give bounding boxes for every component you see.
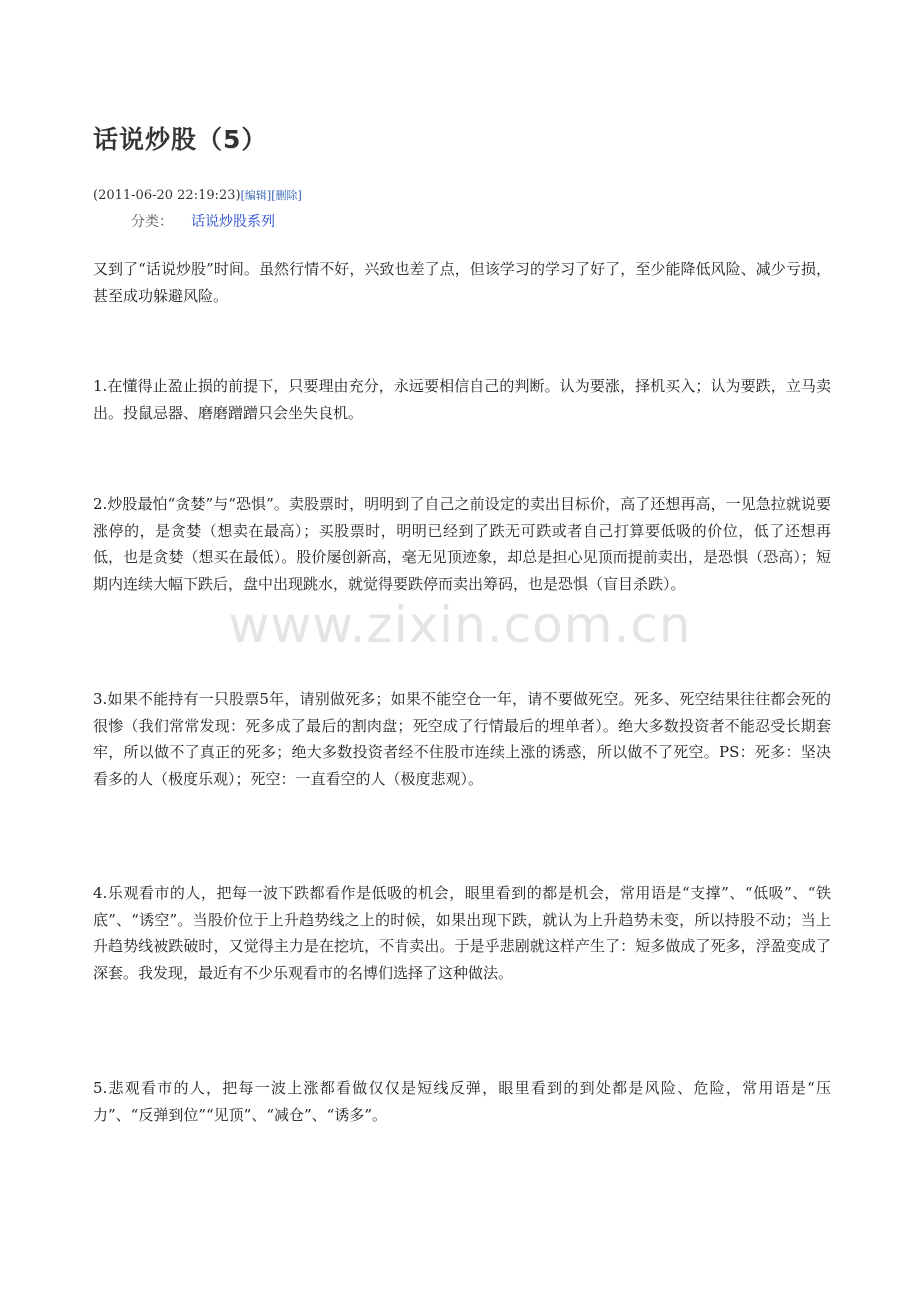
point-2-paragraph: 2.炒股最怕“贪婪”与“恐惧”。卖股票时，明明到了自己之前设定的卖出目标价，高了还想再高，一见急拉就说要涨停的，是贪婪（想卖在最高）；买股票时，明明已经到了跌无可跌或者自己打算要低吸的价位，低了还想再低，也是贪婪（想买在最低）。股价屡创新高，毫无见顶迹象，却总是担心见顶而提前卖出，是恐惧（恐高）；短期内连续大幅下跌后，盘中出现跳水，就觉得要跌停而卖出筹码，也是恐惧（盲目杀跌）。 [93,495,831,593]
edit-link[interactable]: [编辑] [240,189,272,202]
page-title: 话说炒股（5） [93,125,268,154]
point-5-paragraph: 5.悲观看市的人，把每一波上涨都看做仅仅是短线反弹，眼里看到的到处都是风险、危险，常用语是“压力”、“反弹到位”“见顶”、“减仓”、“诱多”。 [93,1079,831,1124]
point-4-paragraph: 4.乐观看市的人，把每一波下跌都看作是低吸的机会，眼里看到的都是机会，常用语是“支撑”、“低吸”、“铁底”、“诱空”。当股价位于上升趋势线之上的时候，如果出现下跌，就认为上升趋势未变，所以持股不动；当上升趋势线被跌破时，又觉得主力是在挖坑，不肯卖出。于是乎悲剧就这样产生了：短多做成了死多，浮盈变成了深套。我发现，最近有不少乐观看市的名博们选择了这种做法。 [93,884,831,982]
delete-link[interactable]: [删除] [271,189,302,202]
point-1-paragraph: 1.在懂得止盈止损的前提下，只要理由充分，永远要相信自己的判断。认为要涨，择机买入；认为要跌，立马卖出。投鼠忌器、磨磨蹭蹭只会坐失良机。 [93,377,831,422]
intro-paragraph: 又到了“话说炒股”时间。虽然行情不好，兴致也差了点，但该学习的学习了好了，至少能降低风险、减少亏损，甚至成功躲避风险。 [93,260,831,305]
category-link[interactable]: 话说炒股系列 [191,214,275,230]
post-date: (2011-06-20 22:19:23) [93,188,241,203]
point-3-paragraph: 3.如果不能持有一只股票5年，请别做死多；如果不能空仓一年，请不要做死空。死多、死空结果往往都会死的很惨（我们常常发现：死多成了最后的割肉盘；死空成了行情最后的埋单者）。绝大多数投资者不能忍受长期套牢，所以做不了真正的死多；绝大多数投资者经不住股市连续上涨的诱惑，所以做不了死空。PS：死多：坚决看多的人（极度乐观）；死空：一直看空的人（极度悲观）。 [93,690,831,788]
post-meta [93,187,302,203]
watermark: www.zixin.com.cn [228,596,692,654]
category-line [131,211,275,231]
category-label: 分类： [131,214,173,230]
